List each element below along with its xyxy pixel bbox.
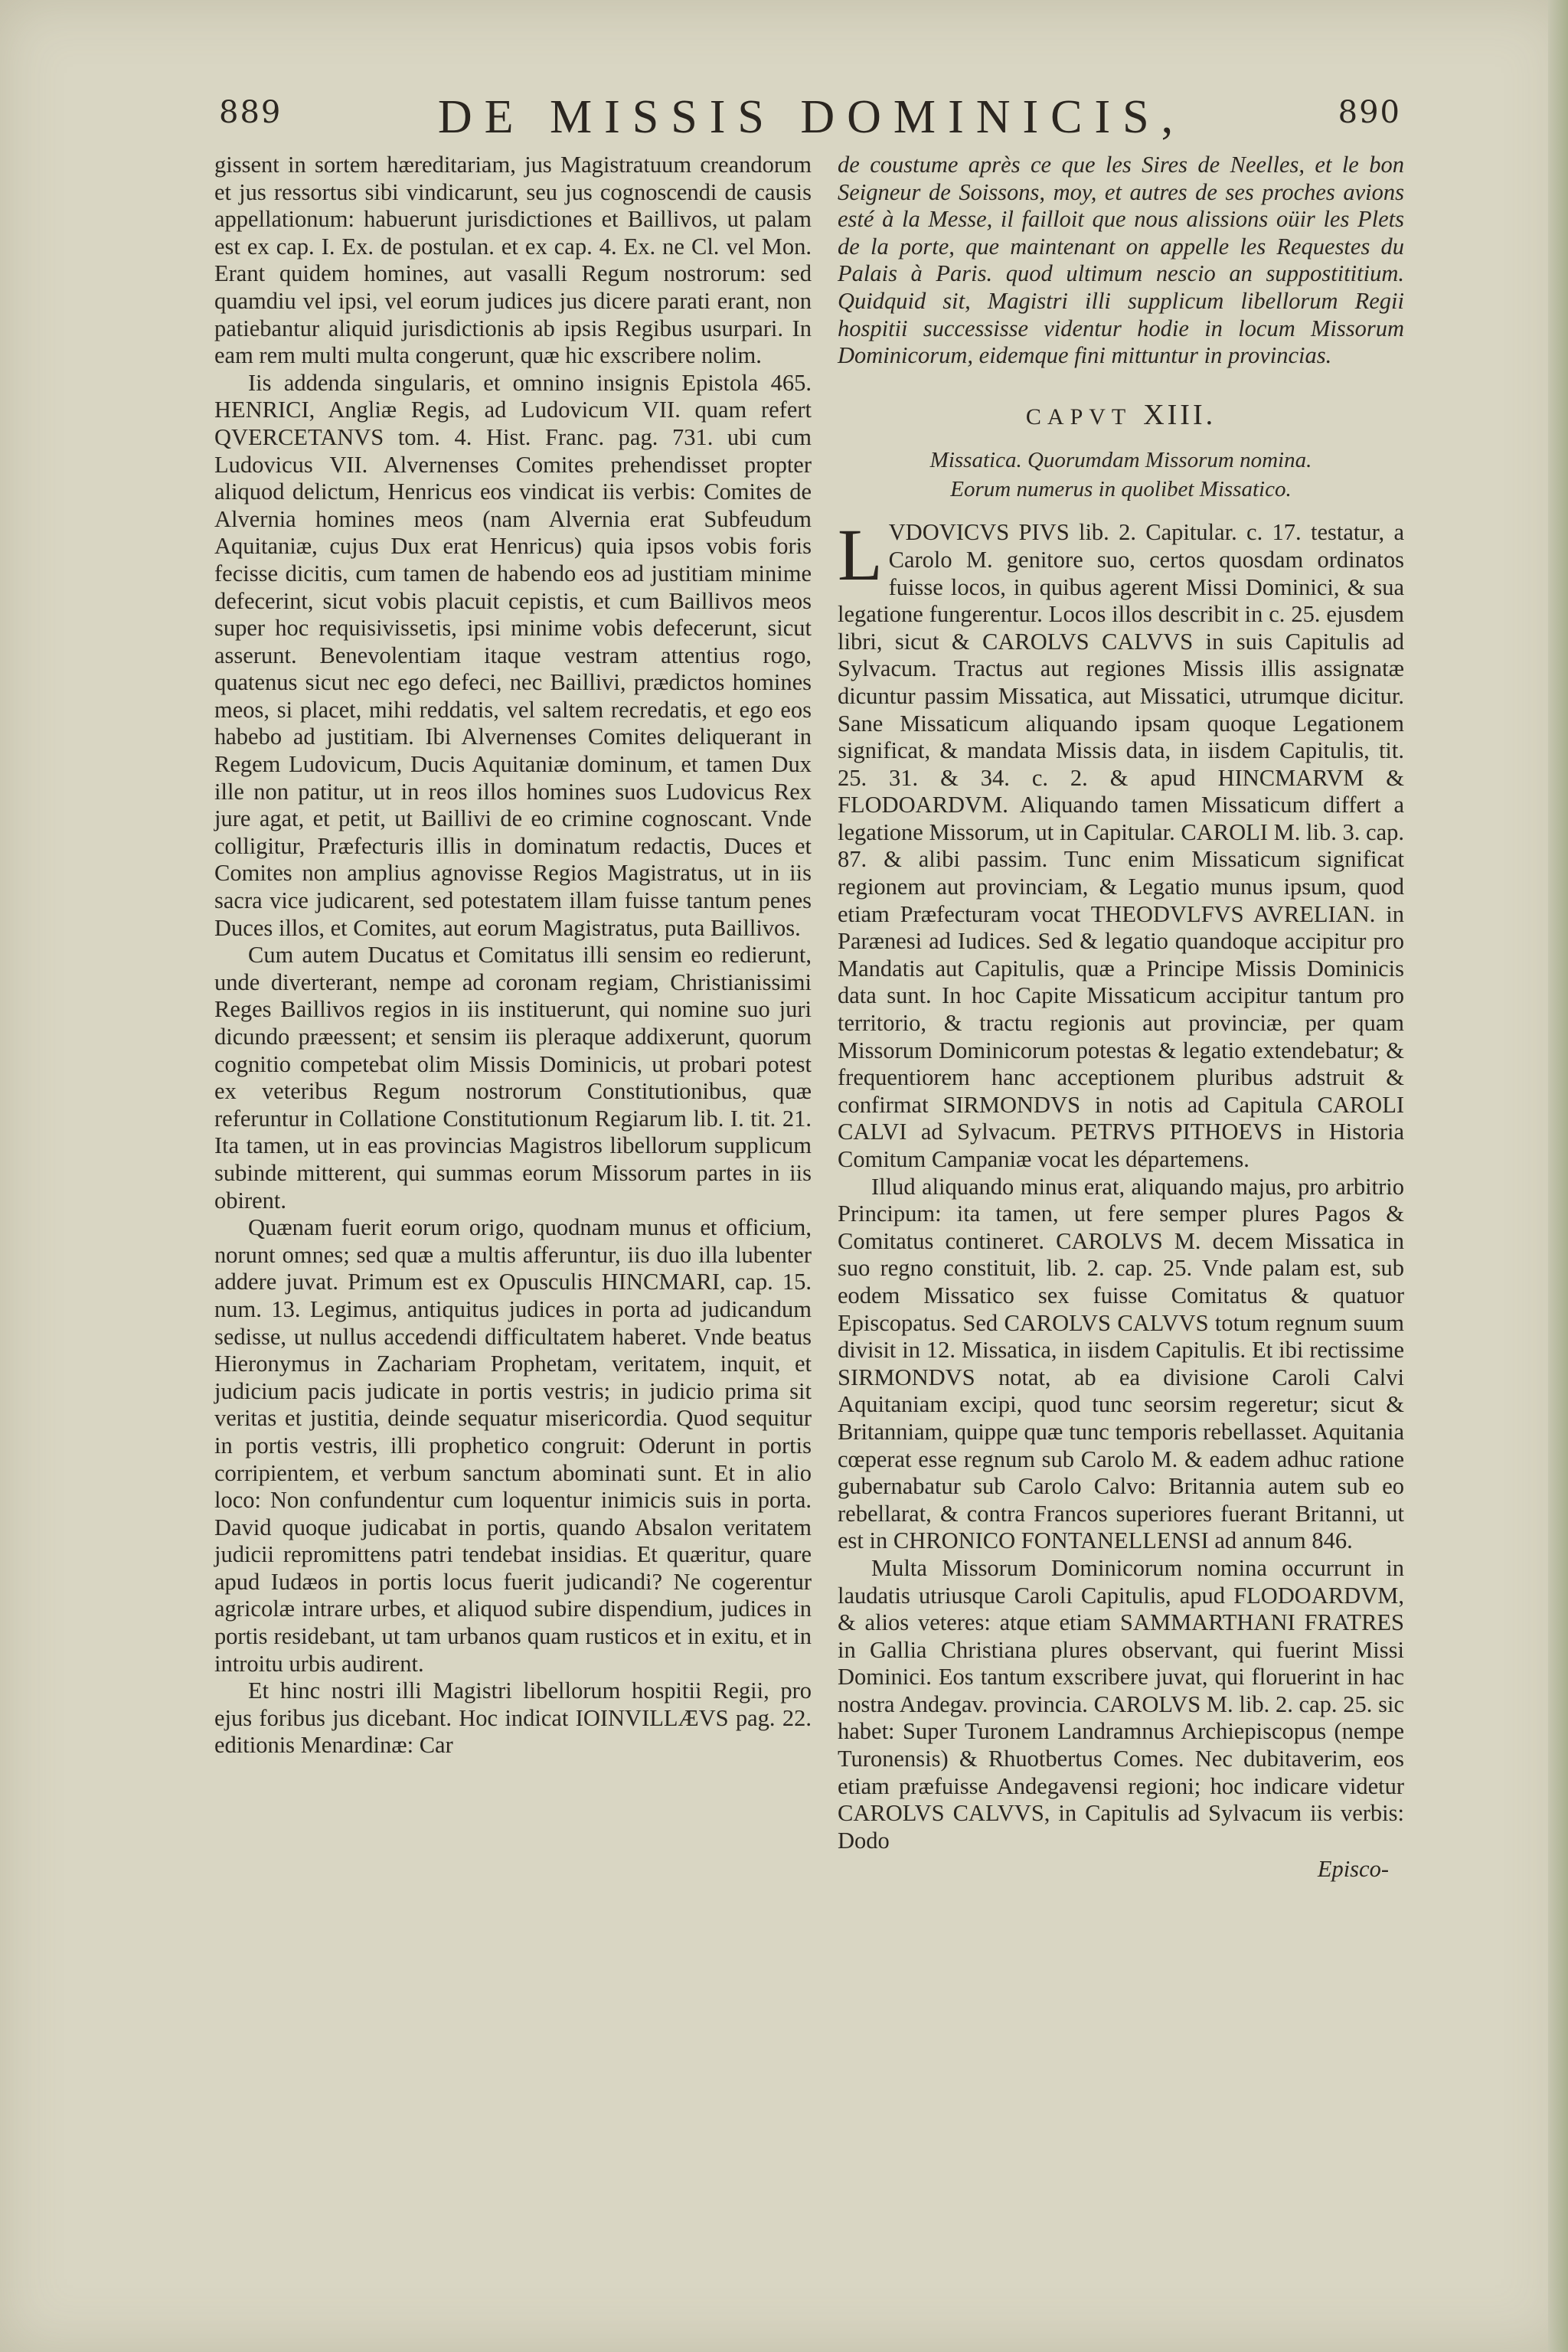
paragraph: de coustume après ce que les Sires de Neelles, et le bon Seigneur de Soissons, moy, et autres de ses proches avions esté à la Messe, il failloit que nous alissions oüir les Plets de la porte, que maintenant on appelle les Requestes du Palais à Paris. quod ultimum nescio an suppostititium. Quidquid sit, Magistri illi supplicum libellorum Regii hospitii successisse videntur hodie in locum Missorum Dominicorum, eidemque fini mittuntur in provincias. [838, 152, 1404, 369]
chapter-heading [838, 398, 1404, 431]
page-edge [1548, 0, 1568, 2352]
paragraph: Illud aliquando minus erat, aliquando majus, pro arbitrio Principum: ita tamen, ut fere semper plures Pagos & Comitatus contineret. CAROLVS M. decem Missatica in suo regno constituit, lib. 2. cap. 25. Vnde palam est, sub eodem Missatico sex fuisse Comitatus & quatuor Episcopatus. Sed CAROLVS CALVVS totum regnum suum divisit in 12. Missatica, in iisdem Capitulis. Et ibi rectissime SIRMONDVS notat, ab ea divisione Caroli Calvi Aquitaniam excipi, quod tunc seorsim regeretur; sicut & Britanniam, quippe quæ tunc temporis rebellasset. Aquitania cœperat esse regnum sub Carolo M. & eadem adhuc ratione gubernabatur sub Carolo Calvo: Britannia autem sub eo rebellarat, & contra Francos superiores fuerant Britanni, ut est in CHRONICO FONTANELLENSI ad annum 846. [838, 1173, 1404, 1554]
paragraph: Quænam fuerit eorum origo, quodnam munus et officium, norunt omnes; sed quæ a multis afferuntur, iis duo illa lubenter addere juvat. Primum est ex Opusculis HINCMARI, cap. 15. num. 13. Legimus, antiquitus judices in porta ad judicandum sedisse, ut nullus accedendi difficultatem haberet. Vnde beatus Hieronymus in Zachariam Prophetam, veritatem, inquit, et judicium pacis judicate in portis vestris; in judicio prima sit veritas et justitia, deinde sequatur misericordia. Quod sequitur in portis vestris, illi prophetico congruit: Oderunt in portis corripientem, et verbum sanctum abominati sunt. Et in alio loco: Non confundentur cum loquentur inimicis suis in porta. David quoque judicabat in portis, quando Absalon veritatem judicii repromittens patri tendebat insidias. Et quæritur, quare apud Iudæos in portis locus fuerit judicandi? Ne cogerentur agricolæ intrare urbes, et aliquod subire dispendium, judices in portis residebant, ut tam urbanos quam rusticos et in exitu, et in introitu urbis audirent. [214, 1214, 812, 1677]
paragraph: Cum autem Ducatus et Comitatus illi sensim eo redierunt, unde diverterant, nempe ad coronam regiam, Christianissimi Reges Baillivos regios in iis instituerunt, qui nomine suo juri dicundo præessent; et sensim iis pleraque addixerunt, quorum cognitio competebat olim Missis Dominicis, ut probari potest ex veteribus Regum nostrorum Constitutionibus, quæ referuntur in Collatione Constitutionum Regiarum lib. I. tit. 21. Ita tamen, ut in eas provincias Magistros libellorum supplicum subinde mitterent, qui summas eorum Missorum partes in iis obirent. [214, 942, 812, 1214]
catchword: Episco- [1317, 1856, 1389, 1883]
chapter-number: XIII. [1143, 398, 1217, 431]
page-title: DE MISSIS DOMINICIS, [437, 91, 1186, 143]
chapter-label: CAPVT [1025, 403, 1132, 430]
paragraph: gissent in sortem hæreditariam, jus Magistratuum creandorum et jus ressortus sibi vindicarunt, seu jus cognoscendi de causis appellationum: habuerunt jurisdictiones et Baillivos, ut palam est ex cap. I. Ex. de postulan. et ex cap. 4. Ex. ne Cl. vel Mon. Erant quidem homines, aut vasalli Regum nostrorum: sed quamdiu vel ipsi, vel eorum judices jus dicere parati erant, non patiebantur aliquid jurisdictionis ab ipsis Regibus usurpari. In eam rem multi multa congerunt, quæ hic exscribere nolim. [214, 152, 812, 369]
paragraph: Iis addenda singularis, et omnino insignis Epistola 465. HENRICI, Angliæ Regis, ad Ludovicum VII. quam refert QVERCETANVS tom. 4. Hist. Franc. pag. 731. ubi cum Ludovicus VII. Alvernenses Comites prehendisset propter aliquod delictum, Henricus eos vindicat iis verbis: Comites de Alvernia homines meos (nam Alvernia erat Subfeudum Aquitaniæ, cujus Dux erat Henricus) quia ipsos vobis foris fecisse dicitis, cum tamen de habendo eos ad justitiam minime defecerint, sicut vobis placuit cepistis, et cum Baillivos meos super hoc requisivissetis, ipsi minime vobis defecerunt, sicut asserunt. Benevolentiam itaque vestram attentius rogo, quatenus sicut nec ego defeci, nec Baillivi, prædictos homines meos, si placet, mihi reddatis, vel saltem recredatis, et ego eos habebo ad justitiam. Ibi Alvernenses Comites deliquerant in Regem Ludovicum, Ducis Aquitaniæ dominum, et tamen Dux ille non patitur, ut in reos illos homines suos Ludovicus Rex jure agat, et petit, ut Baillivi de eo crimine cognoscant. Vnde colligitur, Præfecturis illis in dominatum redactis, Duces et Comites non amplius agnovisse Regios Magistratus, ut in iis sacra vice judicarent, sed potestatem illam fuisse tantum penes Duces illos, et Comites, aut eorum Magistratus, puta Baillivos. [214, 369, 812, 941]
right-column [838, 152, 1404, 1883]
running-head [207, 90, 1416, 152]
summary-line: Missatica. Quorumdam Missorum nomina. [929, 448, 1312, 473]
paragraph: Et hinc nostri illi Magistri libellorum hospitii Regii, pro ejus foribus jus dicebant. Hoc indicat IOINVILLÆVS pag. 22. editionis Menardinæ: Car [214, 1677, 812, 1759]
chapter-summary [838, 446, 1404, 504]
paragraph-with-dropcap [838, 514, 1404, 1173]
left-column [214, 152, 812, 1759]
paragraph-text: VDOVICVS PIVS lib. 2. Capitular. c. 17. testatur, a Carolo M. genitore suo, certos quosdam ordinatos fuisse locos, in quibus agerent Missi Dominici, & sua legatione fungerentur. Locos illos describit in c. 25. ejusdem libri, sicut & CAROLVS CALVVS in suis Capitulis ad Sylvacum. Tractus aut regiones Missis illis assignatæ dicuntur passim Missatica, aut Missatici, utrumque dicitur. Sane Missaticum aliquando ipsam quoque Legationem significat, & mandata Missis data, in iisdem Capitulis, tit. 25. 31. & 34. c. 2. & apud HINCMARVM & FLODOARDVM. Aliquando tamen Missaticum differt a legatione Missorum, ut in Capitular. CAROLI M. lib. 3. cap. 87. & alibi passim. Tunc enim Missaticum significat regionem aut provinciam, & Legatio munus ipsum, quod etiam Præfecturam vocat THEODVLFVS AVRELIAN. in Parænesi ad Iudices. Sed & legatio quandoque accipitur pro Mandatis aut Capitulis, quæ a Principe Missis Dominicis data sunt. In hoc Capite Missaticum accipitur tantum pro territorio, & tractu regionis aut provinciæ, per quam Missorum Dominicorum potestas & legatio extendebatur; & frequentiorem hanc acceptionem pluribus adstruit & confirmat SIRMONDVS in notis ad Capitula CAROLI CALVI ad Sylvacum. PETRVS PITHOEVS in Historia Comitum Campaniæ vocat les départemens. [838, 519, 1404, 1172]
summary-line: Eorum numerus in quolibet Missatico. [950, 477, 1292, 502]
right-page-number: 890 [1338, 95, 1401, 130]
drop-cap: L [838, 514, 883, 596]
paragraph: Multa Missorum Dominicorum nomina occurrunt in laudatis utriusque Caroli Capitulis, apud FLODOARDVM, & alios veteres: atque etiam SAMMARTHANI FRATRES in Gallia Christiana plures observant, qui fuerint Missi Dominici. Eos tantum exscribere juvat, qui floruerint in hac nostra Andegav. provincia. CAROLVS M. lib. 2. cap. 25. sic habet: Super Turonem Landramnus Archiepiscopus (nempe Turonensis) & Rhuotbertus Comes. Nec dubitaverim, eos etiam præfuisse Andegavensi regioni; hoc indicare videtur CAROLVS CALVVS, in Capitulis ad Sylvacum iis verbis: Dodo [838, 1554, 1404, 1854]
left-page-number: 889 [219, 95, 283, 130]
